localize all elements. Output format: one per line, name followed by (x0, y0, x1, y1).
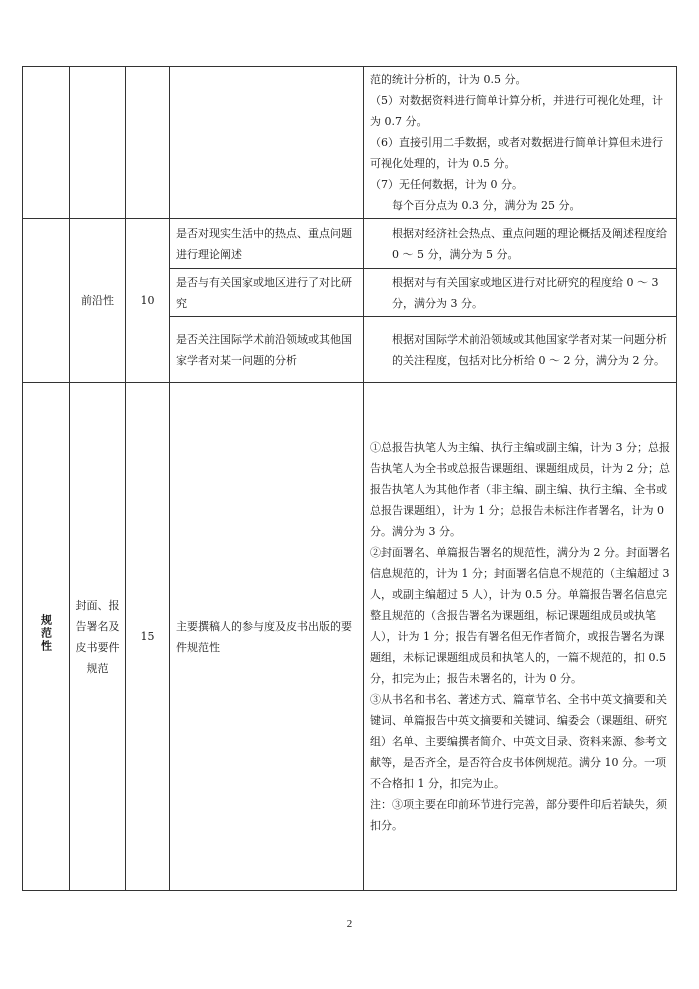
criteria-line: （5）对数据资料进行简单计算分析，并进行可视化处理，计为 0.7 分。 (370, 94, 663, 128)
frontier-item: 是否与有关国家或地区进行了对比研究 (170, 269, 364, 317)
criteria-paragraph: ②封面署名、单篇报告署名的规范性，满分为 2 分。封面署名信息规范的，计为 1 分；封面署名信息不规范的（主编超过 3 人，或副主编超过 5 人），计为 0.5 分。单篇报告署名信息完整且规范的（含报告署名为课题组，标记课题组成员或执笔人），计为 1 分；报告有署名但无作者简介，或报告署名为课题组，未标记课题组成员和执笔人的，一篇不规范的，扣 0.5 分，扣完为止；报告未署名的，计为 0 分。 (370, 546, 670, 685)
frontier-criteria (364, 269, 677, 317)
frontier-row-1 (23, 219, 677, 269)
category-cell-empty (23, 219, 70, 383)
norm-criteria (364, 383, 677, 891)
norm-name: 封面、报告署名及皮书要件规范 (70, 383, 126, 891)
criteria-text: 根据对国际学术前沿领域或其他国家学者对某一问题分析的关注程度，包括对比分析给 0 ～ 2 分，满分为 2 分。 (392, 332, 667, 367)
page-number: 2 (346, 918, 353, 930)
points-cell-empty (126, 67, 170, 219)
frontier-points: 10 (126, 219, 170, 383)
scoring-table (22, 66, 677, 891)
frontier-item: 是否关注国际学术前沿领域或其他国家学者对某一问题的分析 (170, 317, 364, 383)
frontier-criteria (364, 219, 677, 269)
criteria-note: 注：③项主要在印前环节进行完善，部分要件印后若缺失，须扣分。 (370, 798, 667, 832)
category-label: 规范性 (39, 613, 53, 653)
continuation-row (23, 67, 677, 219)
frontier-criteria (364, 317, 677, 383)
frontier-name: 前沿性 (70, 219, 126, 383)
criteria-cell-continued (364, 67, 677, 219)
norm-row (23, 383, 677, 891)
item-cell-empty (170, 67, 364, 219)
norm-category (23, 383, 70, 891)
criteria-total-line: 每个百分点为 0.3 分，满分为 25 分。 (392, 199, 581, 212)
category-cell-empty (23, 67, 70, 219)
criteria-line: 范的统计分析的，计为 0.5 分。 (370, 73, 527, 86)
criteria-paragraph: ③从书名和书名、著述方式、篇章节名、全书中英文摘要和关键词、单篇报告中英文摘要和关键词、编委会（课题组、研究组）名单、主要编撰者简介、中英文目录、资料来源、参考文献等，是否齐全，是否符合皮书体例规范。满分 10 分。一项不合格扣 1 分，扣完为止。 (370, 693, 667, 790)
norm-points: 15 (126, 383, 170, 891)
criteria-paragraph: ①总报告执笔人为主编、执行主编或副主编，计为 3 分；总报告执笔人为全书或总报告课题组、课题组成员，计为 2 分；总报告执笔人为其他作者（非主编、副主编、执行主编、全书或总报告课题组），计为 1 分；总报告未标注作者署名，计为 0 分。满分为 3 分。 (370, 441, 670, 538)
criteria-text: 根据对与有关国家或地区进行对比研究的程度给 0 ～ 3 分，满分为 3 分。 (392, 275, 659, 310)
subcategory-cell-empty (70, 67, 126, 219)
frontier-item: 是否对现实生活中的热点、重点问题进行理论阐述 (170, 219, 364, 269)
criteria-line: （6）直接引用二手数据，或者对数据进行简单计算但未进行可视化处理的，计为 0.5 分。 (370, 136, 663, 170)
norm-item: 主要撰稿人的参与度及皮书出版的要件规范性 (170, 383, 364, 891)
criteria-text: 根据对经济社会热点、重点问题的理论概括及阐述程度给 0 ～ 5 分，满分为 5 分。 (392, 226, 667, 261)
criteria-line: （7）无任何数据，计为 0 分。 (370, 178, 523, 191)
